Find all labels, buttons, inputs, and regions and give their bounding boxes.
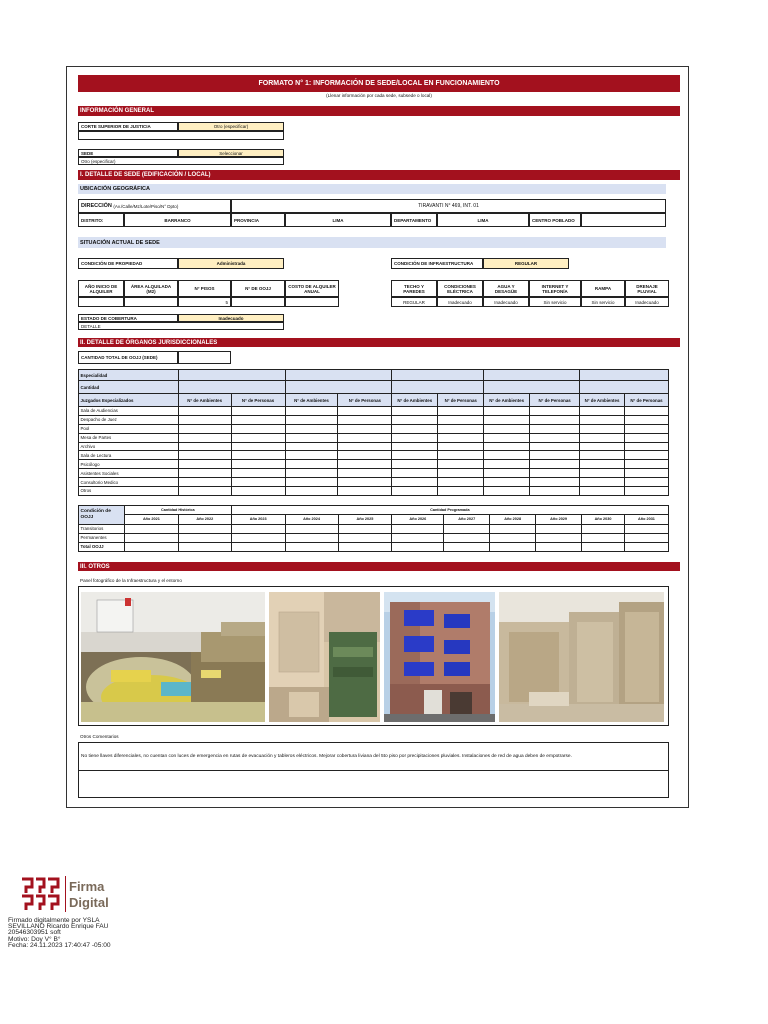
situacion-actual-header: SITUACIÓN ACTUAL DE SEDE <box>78 237 666 248</box>
rampa-header: RAMPA <box>581 280 625 297</box>
table-cell[interactable] <box>231 433 285 442</box>
row-label: Total OOJJ <box>79 542 125 551</box>
table-cell[interactable] <box>490 524 536 533</box>
row-label: Pool <box>79 424 179 433</box>
panel-fotografico-label: Panel fotográfico de la Infraestructura y el entorno <box>80 578 182 583</box>
table-cell[interactable] <box>624 433 668 442</box>
signature-line-2: SEVILLANO Ricardo Enrique FAU <box>8 923 109 930</box>
table-cell[interactable] <box>484 487 530 496</box>
table-cell[interactable] <box>484 460 530 469</box>
table-row <box>79 469 669 478</box>
section-informacion-general: INFORMACIÓN GENERAL <box>78 106 680 116</box>
provincia-field[interactable]: LIMA <box>285 213 391 227</box>
table-cell[interactable] <box>624 415 668 424</box>
table-cell[interactable] <box>392 407 438 416</box>
table-cell[interactable] <box>338 424 392 433</box>
cantidad-row <box>79 381 669 394</box>
condiciones-electrica-header: CONDICIONES ELÉCTRICA <box>437 280 483 297</box>
table-cell[interactable] <box>580 442 625 451</box>
table-cell[interactable] <box>231 533 285 542</box>
table-cell[interactable] <box>484 415 530 424</box>
col-ambientes-header: N° de Ambientes <box>580 394 625 407</box>
anio-inicio-header: AÑO INICIO DE ALQUILER <box>78 280 124 297</box>
table-cell[interactable] <box>178 415 231 424</box>
table-cell[interactable] <box>392 442 438 451</box>
section-organos-jurisdiccionales: II. DETALLE DE ÓRGANOS JURISDICCIONALES <box>78 338 680 347</box>
col-ambientes-header: N° de Ambientes <box>484 394 530 407</box>
table-cell[interactable] <box>338 415 392 424</box>
table-cell[interactable] <box>392 415 438 424</box>
table-cell[interactable] <box>178 533 231 542</box>
year-header: Año 2030 <box>582 514 625 524</box>
otros-comentarios-label: Otros Comentarios <box>80 734 119 739</box>
proyeccion-table <box>78 505 669 552</box>
table-cell[interactable] <box>530 442 580 451</box>
table-cell[interactable] <box>444 542 490 551</box>
table-cell[interactable] <box>580 478 625 487</box>
table-cell[interactable] <box>530 469 580 478</box>
table-cell[interactable] <box>392 469 438 478</box>
especialidad-row <box>79 370 669 381</box>
table-cell[interactable] <box>624 424 668 433</box>
table-cell[interactable] <box>392 478 438 487</box>
col-ambientes-header: N° de Ambientes <box>178 394 231 407</box>
estado-cobertura-select[interactable]: Inadecuado <box>178 314 284 322</box>
row-label: Psicólogo <box>79 460 179 469</box>
table-row <box>79 442 669 451</box>
table-cell[interactable] <box>231 442 285 451</box>
costo-alquiler-field[interactable] <box>285 297 339 307</box>
juzgados-label: Juzgados Especializados <box>79 394 179 407</box>
col-personas-header: N° de Personas <box>338 394 392 407</box>
table-cell[interactable] <box>580 433 625 442</box>
col-personas-header: N° de Personas <box>231 394 285 407</box>
table-cell[interactable] <box>582 533 625 542</box>
corte-label: CORTE SUPERIOR DE JUSTICIA <box>78 122 178 131</box>
table-cell[interactable] <box>285 451 338 460</box>
year-header: Año 2031 <box>624 514 668 524</box>
table-cell[interactable] <box>124 542 178 551</box>
ubicacion-geografica-header: UBICACIÓN GEOGRÁFICA <box>78 184 666 194</box>
year-header: Año 2027 <box>444 514 490 524</box>
logo-divider <box>65 876 66 912</box>
especialidad-field[interactable] <box>178 370 285 381</box>
direccion-field[interactable]: TIRAVANTI N° 469, INT. 01 <box>231 199 666 213</box>
year-header: Año 2021 <box>124 514 178 524</box>
table-cell[interactable] <box>285 407 338 416</box>
col-personas-header: N° de Personas <box>624 394 668 407</box>
section-detalle-sede: I. DETALLE DE SEDE (EDIFICACIÓN / LOCAL) <box>78 170 680 180</box>
table-cell[interactable] <box>624 542 668 551</box>
table-cell[interactable] <box>490 542 536 551</box>
firma-digital-logo <box>20 876 120 916</box>
table-cell[interactable] <box>530 487 580 496</box>
table-cell[interactable] <box>338 469 392 478</box>
table-cell[interactable] <box>178 442 231 451</box>
pj-logo-icon <box>20 876 66 912</box>
table-cell[interactable] <box>178 460 231 469</box>
table-row <box>79 424 669 433</box>
row-label: Consultorio Medico <box>79 478 179 487</box>
table-row <box>79 451 669 460</box>
table-row <box>79 524 669 533</box>
sede-label: SEDE <box>78 149 178 157</box>
table-cell[interactable] <box>580 469 625 478</box>
table-cell[interactable] <box>178 469 231 478</box>
table-cell[interactable] <box>178 433 231 442</box>
table-cell[interactable] <box>231 524 285 533</box>
signature-line-5: Fecha: 24.11.2023 17:40:47 -05:00 <box>8 942 111 949</box>
table-cell[interactable] <box>536 524 582 533</box>
table-cell[interactable] <box>580 407 625 416</box>
table-cell[interactable] <box>438 407 484 416</box>
year-header: Año 2025 <box>338 514 392 524</box>
table-cell[interactable] <box>530 433 580 442</box>
table-cell[interactable] <box>438 424 484 433</box>
row-label: Despacho de Juez <box>79 415 179 424</box>
table-cell[interactable] <box>438 442 484 451</box>
cantidad-label: Cantidad <box>79 381 179 394</box>
comentarios-box[interactable] <box>78 742 669 798</box>
table-cell[interactable] <box>580 451 625 460</box>
table-cell[interactable] <box>530 407 580 416</box>
table-row <box>79 542 669 551</box>
corte-otro-field[interactable] <box>78 131 284 140</box>
table-cell[interactable] <box>338 524 392 533</box>
table-cell[interactable] <box>530 451 580 460</box>
logo-text-firma: Firma <box>69 879 105 894</box>
table-cell[interactable] <box>580 415 625 424</box>
table-cell[interactable] <box>231 407 285 416</box>
corte-select[interactable]: Otro (especificar) <box>178 122 284 131</box>
table-cell[interactable] <box>438 460 484 469</box>
proyeccion-header-row <box>79 506 669 515</box>
table-cell[interactable] <box>484 451 530 460</box>
especialidad-label: Especialidad <box>79 370 179 381</box>
table-cell[interactable] <box>624 407 668 416</box>
table-cell[interactable] <box>231 469 285 478</box>
table-cell[interactable] <box>490 533 536 542</box>
table-row <box>79 487 669 496</box>
anio-inicio-field[interactable] <box>78 297 124 307</box>
table-cell[interactable] <box>438 469 484 478</box>
table-cell[interactable] <box>285 460 338 469</box>
table-cell[interactable] <box>624 478 668 487</box>
table-cell[interactable] <box>392 542 444 551</box>
rampa-value[interactable]: Sin servicio <box>581 297 625 307</box>
comentarios-text: No tiene llaves diferenciales, no cuentan con luces de emergencia en rutas de evacuación y tableros eléctricos. Mejorar cobertura liviana del 5to piso por precipitaciones pluviales. Instalaciones de red de agua deben de empotrarse. <box>81 754 572 759</box>
table-cell[interactable] <box>624 442 668 451</box>
table-cell[interactable] <box>338 533 392 542</box>
table-cell[interactable] <box>484 424 530 433</box>
condicion-propiedad-select[interactable]: Administrada <box>178 258 284 269</box>
organos-table <box>78 369 669 496</box>
table-cell[interactable] <box>231 451 285 460</box>
table-cell[interactable] <box>285 478 338 487</box>
cantidad-field[interactable] <box>484 381 580 394</box>
table-cell[interactable] <box>178 407 231 416</box>
sede-select[interactable]: Seleccionar <box>178 149 284 157</box>
internet-telefonia-header: INTERNET Y TELEFONÍA <box>529 280 581 297</box>
table-cell[interactable] <box>124 524 178 533</box>
detalle-field[interactable]: DETALLE <box>78 322 284 330</box>
table-cell[interactable] <box>338 442 392 451</box>
row-label: Sala de Lectura <box>79 451 179 460</box>
table-cell[interactable] <box>580 487 625 496</box>
pisos-header: N° PISOS <box>178 280 231 297</box>
col-personas-header: N° de Personas <box>530 394 580 407</box>
signature-line-3: 20546303951 soft <box>8 929 61 936</box>
row-label: Permanentes <box>79 533 125 542</box>
especialidad-field[interactable] <box>484 370 580 381</box>
table-cell[interactable] <box>536 542 582 551</box>
provincia-label: PROVINCIA <box>231 213 285 227</box>
table-cell[interactable] <box>338 487 392 496</box>
drenaje-pluvial-value[interactable]: Inadecuado <box>625 297 669 307</box>
table-cell[interactable] <box>285 415 338 424</box>
table-cell[interactable] <box>392 460 438 469</box>
table-cell[interactable] <box>582 542 625 551</box>
form-subtitle: (Llenar información por cada sede, subsede o local) <box>326 93 432 98</box>
cantidad-total-field[interactable] <box>178 351 231 364</box>
condiciones-electrica-value[interactable]: Inadecuado <box>437 297 483 307</box>
table-cell[interactable] <box>624 469 668 478</box>
row-label: Otros <box>79 487 179 496</box>
departamento-label: DEPARTAMENTO <box>391 213 437 227</box>
techo-paredes-value[interactable]: REGULAR <box>391 297 437 307</box>
photo-building-facade <box>384 592 495 722</box>
section-otros: III. OTROS <box>78 562 680 571</box>
table-cell[interactable] <box>178 487 231 496</box>
table-cell[interactable] <box>231 415 285 424</box>
table-cell[interactable] <box>624 487 668 496</box>
table-cell[interactable] <box>392 451 438 460</box>
table-cell[interactable] <box>338 542 392 551</box>
table-cell[interactable] <box>530 424 580 433</box>
table-cell[interactable] <box>530 415 580 424</box>
table-cell[interactable] <box>484 442 530 451</box>
table-cell[interactable] <box>338 433 392 442</box>
photo-stacked-files <box>499 592 664 722</box>
condicion-oojj-label: Condición de OOJJ <box>79 506 125 525</box>
table-cell[interactable] <box>392 433 438 442</box>
table-cell[interactable] <box>444 533 490 542</box>
table-cell[interactable] <box>438 433 484 442</box>
table-row <box>79 415 669 424</box>
especialidad-field[interactable] <box>392 370 484 381</box>
table-cell[interactable] <box>444 524 490 533</box>
table-cell[interactable] <box>580 424 625 433</box>
logo-text-digital: Digital <box>69 895 109 910</box>
especialidad-field[interactable] <box>285 370 392 381</box>
table-cell[interactable] <box>178 478 231 487</box>
table-cell[interactable] <box>624 533 668 542</box>
years-row <box>79 514 669 524</box>
year-header: Año 2022 <box>178 514 231 524</box>
cantidad-field[interactable] <box>580 381 669 394</box>
table-cell[interactable] <box>231 487 285 496</box>
techo-paredes-header: TECHO Y PAREDES <box>391 280 437 297</box>
condicion-infra-select[interactable]: REGULAR <box>483 258 569 269</box>
drenaje-pluvial-header: DRENAJE PLUVIAL <box>625 280 669 297</box>
signature-line-1: Firmado digitalmente por YSLA <box>8 917 100 924</box>
table-row <box>79 460 669 469</box>
oojj-field[interactable] <box>231 297 285 307</box>
table-cell[interactable] <box>438 487 484 496</box>
table-cell[interactable] <box>231 460 285 469</box>
table-cell[interactable] <box>285 442 338 451</box>
table-cell[interactable] <box>178 451 231 460</box>
table-cell[interactable] <box>285 433 338 442</box>
table-cell[interactable] <box>124 533 178 542</box>
year-header: Año 2026 <box>392 514 444 524</box>
table-cell[interactable] <box>484 478 530 487</box>
internet-telefonia-value[interactable]: Sin servicio <box>529 297 581 307</box>
condicion-infra-label: CONDICIÓN DE INFRAESTRUCTURA <box>391 258 483 269</box>
juzgados-header-row <box>79 394 669 407</box>
table-cell[interactable] <box>392 533 444 542</box>
table-cell[interactable] <box>178 524 231 533</box>
pisos-field[interactable]: 5 <box>178 297 231 307</box>
sede-otro-field[interactable]: Otro (especificar) <box>78 157 284 165</box>
table-cell[interactable] <box>484 469 530 478</box>
cantidad-field[interactable] <box>392 381 484 394</box>
table-cell[interactable] <box>536 533 582 542</box>
table-cell[interactable] <box>580 460 625 469</box>
table-cell[interactable] <box>582 524 625 533</box>
table-cell[interactable] <box>624 460 668 469</box>
agua-desague-header: AGUA Y DESAGÜE <box>483 280 529 297</box>
area-alquilada-header: ÁREA ALQUILADA (M2) <box>124 280 178 297</box>
table-cell[interactable] <box>285 469 338 478</box>
row-label: Sala de Audiencias <box>79 407 179 416</box>
table-cell[interactable] <box>338 478 392 487</box>
especialidad-field[interactable] <box>580 370 669 381</box>
agua-desague-value[interactable]: Inadecuado <box>483 297 529 307</box>
form-title: FORMATO N° 1: INFORMACIÓN DE SEDE/LOCAL EN FUNCIONAMIENTO <box>78 75 680 92</box>
year-header: Año 2028 <box>490 514 536 524</box>
table-cell[interactable] <box>392 424 438 433</box>
row-label: Archivo <box>79 442 179 451</box>
table-row <box>79 478 669 487</box>
table-cell[interactable] <box>285 524 338 533</box>
table-cell[interactable] <box>438 478 484 487</box>
table-row <box>79 433 669 442</box>
table-cell[interactable] <box>530 460 580 469</box>
col-ambientes-header: N° de Ambientes <box>392 394 438 407</box>
table-cell[interactable] <box>484 407 530 416</box>
table-cell[interactable] <box>484 433 530 442</box>
condicion-propiedad-label: CONDICIÓN DE PROPIEDAD <box>78 258 178 269</box>
table-cell[interactable] <box>285 487 338 496</box>
historico-header: Cantidad Histórica <box>124 506 231 515</box>
col-ambientes-header: N° de Ambientes <box>285 394 338 407</box>
departamento-field[interactable]: LIMA <box>437 213 529 227</box>
table-row <box>79 407 669 416</box>
photo-archive-room <box>81 592 265 722</box>
estado-cobertura-label: ESTADO DE COBERTURA <box>78 314 178 322</box>
table-cell[interactable] <box>285 533 338 542</box>
table-cell[interactable] <box>338 451 392 460</box>
table-cell[interactable] <box>285 542 338 551</box>
table-cell[interactable] <box>231 542 285 551</box>
cantidad-field[interactable] <box>178 381 285 394</box>
centro-poblado-field[interactable] <box>581 213 666 227</box>
distrito-field[interactable]: BARRANCO <box>124 213 231 227</box>
table-cell[interactable] <box>392 487 438 496</box>
table-cell[interactable] <box>285 424 338 433</box>
table-cell[interactable] <box>178 424 231 433</box>
table-cell[interactable] <box>231 478 285 487</box>
table-cell[interactable] <box>338 460 392 469</box>
table-cell[interactable] <box>231 424 285 433</box>
year-header: Año 2024 <box>285 514 338 524</box>
programada-header: Cantidad Programada <box>231 506 668 515</box>
cantidad-field[interactable] <box>285 381 392 394</box>
costo-alquiler-header: COSTO DE ALQUILER ANUAL <box>285 280 339 297</box>
table-cell[interactable] <box>438 451 484 460</box>
oojj-header: N° DE OOJJ <box>231 280 285 297</box>
year-header: Año 2029 <box>536 514 582 524</box>
table-cell[interactable] <box>438 415 484 424</box>
row-label: Transitorios <box>79 524 125 533</box>
direccion-label: DIRECCIÓN (Av./Calle/Mz/Lote/Piso/N° Dpto) <box>78 199 231 213</box>
table-cell[interactable] <box>178 542 231 551</box>
table-cell[interactable] <box>624 451 668 460</box>
col-personas-header: N° de Personas <box>438 394 484 407</box>
comentarios-divider <box>79 770 668 771</box>
table-cell[interactable] <box>338 407 392 416</box>
row-label: Mesa de Partes <box>79 433 179 442</box>
row-label: Asistentes Sociales <box>79 469 179 478</box>
table-cell[interactable] <box>392 524 444 533</box>
signature-line-4: Motivo: Doy V° B° <box>8 936 61 943</box>
table-cell[interactable] <box>530 478 580 487</box>
area-alquilada-field[interactable] <box>124 297 178 307</box>
distrito-label: DISTRITO: <box>78 213 124 227</box>
year-header: Año 2023 <box>231 514 285 524</box>
cantidad-total-label: CANTIDAD TOTAL DE OOJJ (SEDE) <box>78 351 178 364</box>
table-cell[interactable] <box>624 524 668 533</box>
table-row <box>79 533 669 542</box>
photo-storage-corner <box>269 592 380 722</box>
centro-poblado-label: CENTRO POBLADO <box>529 213 581 227</box>
